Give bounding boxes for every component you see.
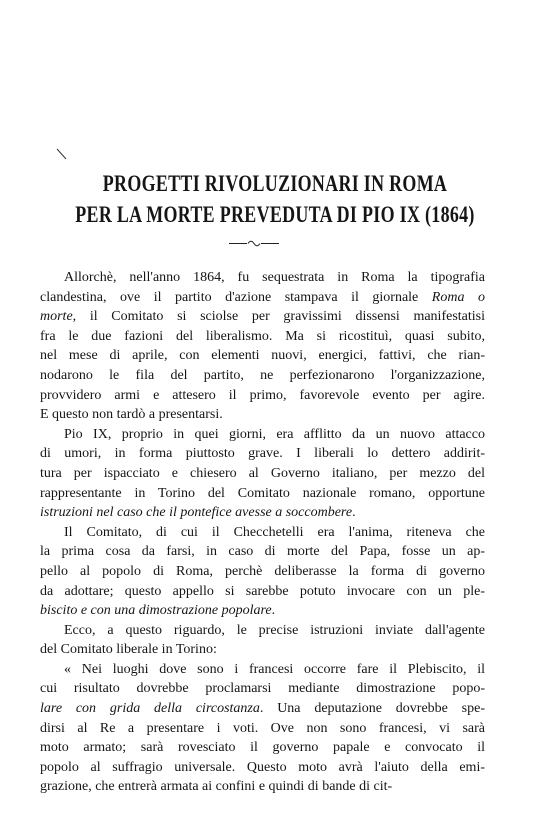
text-line — [40, 699, 485, 719]
italic-text-run: istruzioni nel caso che il pontefice avesse a soccombere — [40, 505, 353, 521]
paragraph — [40, 621, 485, 660]
text-run: . Una deputazione dovrebbe spe- — [259, 701, 485, 717]
text-line — [40, 601, 485, 621]
text-line: da adottare; questo appello si sarebbe potuto invocare con un ple- — [40, 583, 485, 599]
text-line: grazione, che entrerà armata ai confini e quindi di bande di cit- — [40, 779, 393, 795]
text-line: pello al popolo di Roma, perchè deliberasse la forma di governo — [40, 563, 485, 579]
text-line: fra le due fazioni del liberalismo. Ma si ricostituì, quasi subito, — [40, 328, 485, 344]
text-line: popolo al suffragio universale. Questo moto avrà l'aiuto della emi- — [40, 759, 485, 775]
text-line: tura per ispacciato e chiesero al Governo italiano, per mezzo del — [40, 465, 485, 481]
text-run: , il Comitato si sciolse per gravissimi dissensi manifestatisi — [72, 309, 485, 325]
italic-text-run: biscito e con una dimostrazione popolare — [40, 603, 272, 619]
text-line: nel mese di aprile, con elementi nuovi, energici, fattivi, che rian- — [40, 348, 485, 364]
body-text — [40, 268, 485, 797]
title-ornamental-rule — [229, 240, 279, 247]
text-line — [40, 288, 485, 308]
text-run: . — [271, 603, 276, 619]
text-line — [40, 503, 485, 523]
italic-text-run: Roma o — [431, 289, 485, 305]
text-line: « Nei luoghi dove sono i francesi occorre fare il Plebiscito, il — [64, 661, 485, 677]
italic-text-run: morte — [40, 309, 73, 325]
paragraph — [40, 523, 485, 621]
text-line: Ecco, a questo riguardo, le precise istruzioni inviate dall'agente — [64, 622, 485, 638]
paragraph — [40, 268, 485, 425]
text-line — [40, 307, 485, 327]
text-line: E questo non tardò a presentarsi. — [40, 407, 223, 423]
stray-mark — [56, 148, 68, 160]
text-line: Allorchè, nell'anno 1864, fu sequestrata in Roma la tipografia — [64, 270, 485, 285]
text-line: cui risultato dovrebbe proclamarsi mediante dimostrazione popo- — [40, 681, 485, 697]
text-line: Pio IX, proprio in quei giorni, era afflitto da un nuovo attacco — [64, 426, 485, 442]
text-line: Il Comitato, di cui il Checchetelli era l'anima, riteneva che — [64, 524, 485, 540]
text-run: clandestina, ove il partito d'azione stampava il giornale — [40, 289, 432, 305]
italic-text-run: lare con grida della circostanza — [40, 701, 260, 717]
text-line: rappresentante in Torino del Comitato nazionale romano, opportune — [40, 485, 485, 501]
text-line: del Comitato liberale in Torino: — [40, 642, 217, 658]
paragraph — [40, 425, 485, 523]
text-line: la prima cosa da farsi, in caso di morte del Papa, fosse un ap- — [40, 544, 485, 560]
text-line: dirsi al Re a presentare i voti. Ove non sono francesi, vi sarà — [40, 720, 485, 736]
text-run: . — [352, 505, 356, 521]
text-line: moto armato; sarà rovesciato il governo papale e convocato il — [40, 740, 485, 756]
title-line-1: PROGETTI RIVOLUZIONARI IN ROMA — [102, 171, 448, 196]
text-line: nodarono le fila del partito, ne perfezionarono l'organizzazione, — [40, 367, 485, 383]
title-line-2: PER LA MORTE PREVEDUTA DI PIO IX (1864) — [75, 202, 475, 227]
text-line: provvidero armi e attesero il primo, favorevole evento per agire. — [40, 387, 485, 403]
paragraph — [40, 660, 485, 797]
text-line: di umori, in forma piuttosto grave. I liberali lo dettero addirit- — [40, 446, 485, 462]
